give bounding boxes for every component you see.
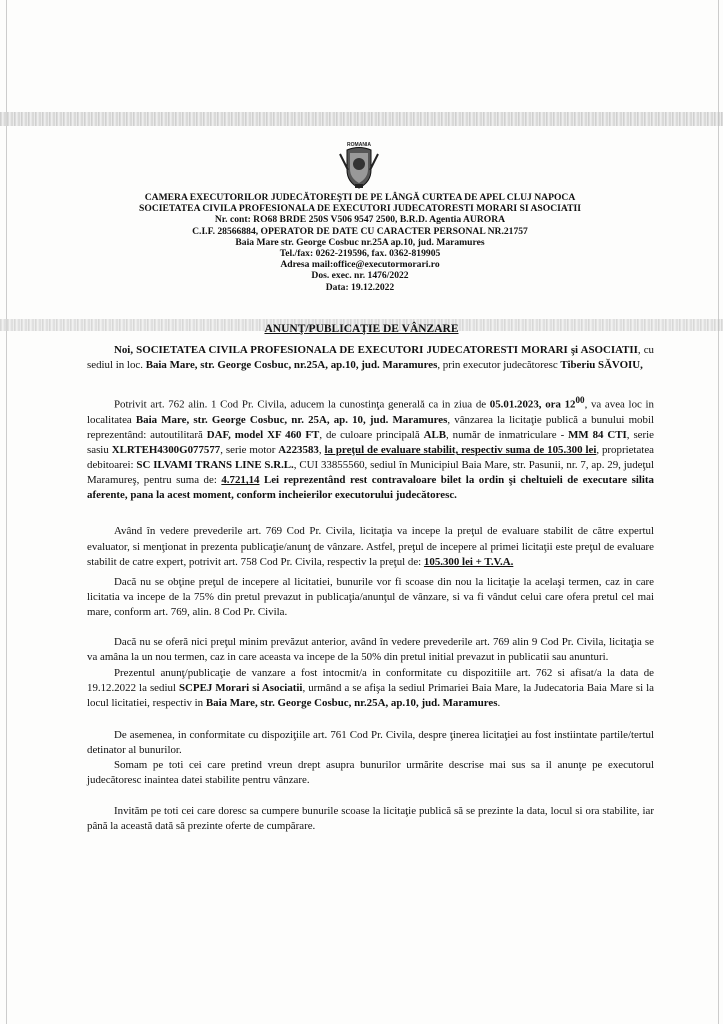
file-number: Dos. exec. nr. 1476/2022 — [311, 270, 409, 282]
company-name: SOCIETATEA CIVILA PROFESIONALA DE EXECUTORI JUDECATORESTI MORARI SI ASOCIATII — [139, 203, 581, 215]
paragraph-second-round: Dacă nu se obţine preţul de incepere al licitatiei, bunurile vor fi scoase din nou la licitaţie la acelaşi termen, caz in care licitatia va incepe de la 75% din pretul prevazut in publicaţia/anunţul de vânzare, si va fi vândut celui care ofera pretul cel mai mare, conform art. 769, alin. 8 Cod Pr. Civila. — [87, 575, 654, 618]
phone-fax: Tel./fax: 0262-219596, fax. 0362-819905 — [279, 248, 441, 260]
tax-id: C.I.F. 28566884, OPERATOR DE DATE CU CARACTER PERSONAL NR.21757 — [192, 225, 528, 237]
scan-edge-left — [6, 0, 7, 1024]
emblem-label: ROMANIA — [347, 142, 371, 148]
page-title: ANUNŢ/PUBLICAŢIE DE VÂNZARE — [264, 323, 459, 335]
document-date: Data: 19.12.2022 — [325, 281, 395, 293]
scan-artifact-band — [0, 112, 723, 126]
paragraph-posting: Prezentul anunţ/publicaţie de vanzare a fost intocmit/a in conformitate cu dispozitiile art. 762 si afisat/a la data de 19.12.2022 la sediul SCPEJ Morari si Asociatii, urmând a se afişa la sediul Primariei Baia Mare, la Judecatoria Baia Mare si la locul licitatiei, respectiv in Baia Mare, str. George Cosbuc, nr.25A, ap.10, jud. Maramures. — [87, 667, 654, 710]
paragraph-auction-notice: Potrivit art. 762 alin. 1 Cod Pr. Civila, aducem la cunostinţa generală ca in ziua de 05.01.2023, ora $12^{00}$, va avea loc in localitatea Baia Mare, str. George Cosbuc, nr. 25A, ap. 10, jud. Maramures, vânzarea la licitaţie publică a bunului mobil reprezentând: autoutilitară DAF, model XF 460 FT, de culoare principală ALB, număr de inmatriculare - MM 84 CTI, serie sasiu XLRTEH4300G077577, serie motor A223583, la preţul de evaluare stabilit, respectiv suma de 105.300 lei, proprietatea debitoarei: SC ILVAMI TRANS LINE S.R.L., CUI 33855560, sediul în Municipiul Baia Mare, str. Pasunii, nr. 7, ap. 29, judeţul Maramureş, pentru suma de: 4.721,14 Lei reprezentând rest contravaloare bilet la ordin şi cheltuieli de executare silita aferente, pana la acest moment, conform incheierilor executorului judecătoresc. — [87, 395, 655, 502]
document-body — [87, 343, 654, 834]
letterhead — [100, 192, 620, 293]
scan-edge-right — [718, 0, 719, 1024]
chamber-name: CAMERA EXECUTORILOR JUDECĂTOREŞTI DE PE LÂNGĂ CURTEA DE APEL CLUJ NAPOCA — [144, 192, 576, 203]
paragraph-intro: Noi, SOCIETATEA CIVILA PROFESIONALA DE EXECUTORI JUDECATORESTI MORARI şi ASOCIATII, cu sediul in loc. Baia Mare, str. George Cosbuc, nr.25A, ap.10, jud. Maramures, prin executor judecătoresc Tiberiu SĂVOIU, — [87, 344, 654, 372]
paragraph-starting-price: Având în vedere prevederile art. 769 Cod Pr. Civila, licitaţia va incepe la preţul de evaluare stabilit de către expertul evaluator, si menţionat in prezenta publicaţie/anunţ de vânzare. Astfel, preţul de incepere al primei licitaţii este preţul de evaluare stabilit de catre expert, potrivit art. 758 Cod Pr. Civila, respectiv la preţul de: 105.300 lei + T.V.A. — [87, 525, 654, 568]
address: Baia Mare str. George Cosbuc nr.25A ap.10, jud. Maramures — [235, 236, 485, 248]
coat-of-arms-icon — [334, 140, 384, 192]
paragraph-postponement: Dacă nu se oferă nici preţul minim prevăzut anterior, având în vedere prevederile art. 769 alin 9 Cod Pr. Civila, licitaţia se va amâna la un nou termen, caz in care aceasta va incepe de la 50% din pretul initial prevazut in publicatii sau anunturi. — [87, 636, 654, 664]
paragraph-summons: Somam pe toti cei care pretind vreun drept asupra bunurilor urmărite descrise mai sus sa il anunţe pe executorul judecătoresc inaintea datei stabilite pentru vânzare. — [87, 758, 654, 786]
email: Adresa mail:office@executormorari.ro — [280, 259, 440, 271]
bank-account: Nr. cont: RO68 BRDE 250S V506 9547 2500, B.R.D. Agentia AURORA — [214, 214, 506, 226]
paragraph-invitation: Invităm pe toti cei care doresc sa cumpere bunurile scoase la licitaţie publică să se prezinte la data, locul si ora stabilite, iar până la această dată să prezinte oferte de cumpărare. — [87, 804, 654, 832]
paragraph-notification: De asemenea, in conformitate cu dispoziţiile art. 761 Cod Pr. Civila, despre ţinerea licitaţiei au fost instiintate partile/tertul detinator al bunurilor. — [87, 728, 654, 756]
